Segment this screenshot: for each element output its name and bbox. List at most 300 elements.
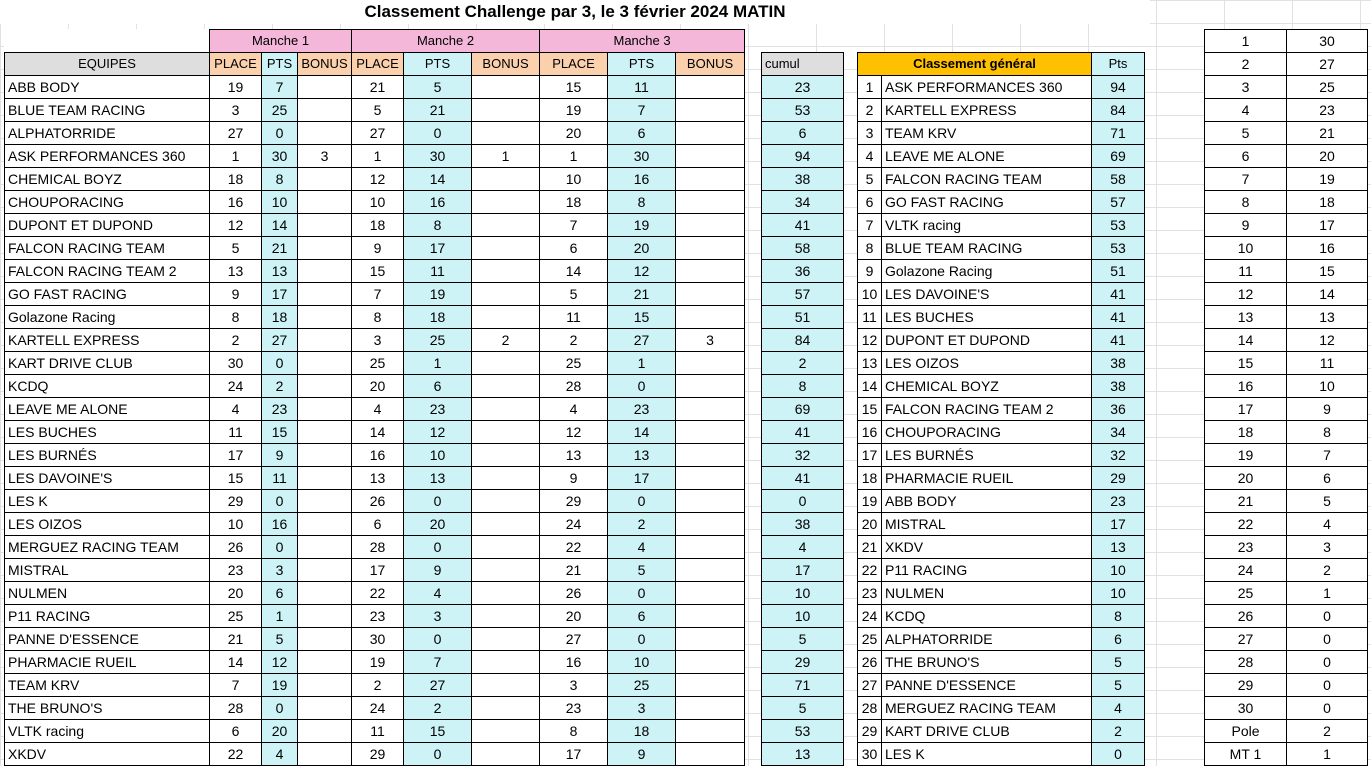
table-row	[1205, 536, 1368, 559]
table-row	[1205, 743, 1368, 766]
pts-cell: 30	[608, 145, 676, 168]
bonus-cell	[298, 467, 352, 490]
table-row	[1205, 605, 1368, 628]
team-name: LES BURNÉS	[882, 444, 1092, 467]
table-row	[762, 99, 844, 122]
rank-cell: 9	[858, 260, 882, 283]
team-name: PANNE D'ESSENCE	[882, 674, 1092, 697]
place-cell: 13	[540, 444, 608, 467]
place-cell: 9	[210, 283, 262, 306]
pts-header: PTS	[262, 53, 298, 76]
table-row	[1205, 490, 1368, 513]
team-name: LES K	[5, 490, 210, 513]
scale-place-cell: 11	[1205, 260, 1287, 283]
pts-cell: 25	[404, 329, 472, 352]
scale-pts-cell: 12	[1287, 329, 1368, 352]
team-name: LES DAVOINE'S	[882, 283, 1092, 306]
place-cell: 5	[210, 237, 262, 260]
place-cell: 4	[352, 398, 404, 421]
pts-cell: 32	[1092, 444, 1145, 467]
bonus-cell	[472, 191, 540, 214]
bonus-cell	[676, 697, 745, 720]
table-row	[1205, 329, 1368, 352]
table-row	[1205, 467, 1368, 490]
pts-cell: 10	[1092, 582, 1145, 605]
team-name: KART DRIVE CLUB	[5, 352, 210, 375]
table-row	[1205, 559, 1368, 582]
bonus-cell	[298, 605, 352, 628]
table-row	[5, 605, 745, 628]
table-row	[1205, 122, 1368, 145]
place-cell: 15	[352, 260, 404, 283]
table-row	[1205, 513, 1368, 536]
scale-place-cell: Pole	[1205, 720, 1287, 743]
cumul-cell: 17	[762, 559, 844, 582]
pts-cell: 19	[608, 214, 676, 237]
place-cell: 13	[352, 467, 404, 490]
table-row	[1205, 651, 1368, 674]
scale-pts-cell: 25	[1287, 76, 1368, 99]
place-cell: 15	[540, 76, 608, 99]
scale-pts-cell: 17	[1287, 214, 1368, 237]
cumul-cell: 34	[762, 191, 844, 214]
pts-cell: 5	[608, 559, 676, 582]
scale-pts-cell: 21	[1287, 122, 1368, 145]
place-cell: 19	[540, 99, 608, 122]
pts-cell: 0	[262, 697, 298, 720]
place-cell: 16	[540, 651, 608, 674]
cumul-cell: 29	[762, 651, 844, 674]
table-row	[1205, 260, 1368, 283]
team-name: P11 RACING	[5, 605, 210, 628]
table-row	[762, 743, 844, 766]
bonus-cell	[298, 306, 352, 329]
pts-cell: 25	[608, 674, 676, 697]
table-row	[5, 421, 745, 444]
place-cell: 17	[540, 743, 608, 766]
scale-pts-cell: 27	[1287, 53, 1368, 76]
bonus-cell: 3	[298, 145, 352, 168]
table-row	[5, 444, 745, 467]
scale-pts-cell: 0	[1287, 697, 1368, 720]
table-row	[5, 283, 745, 306]
place-cell: 20	[540, 605, 608, 628]
bonus-cell	[298, 260, 352, 283]
place-cell: 6	[540, 237, 608, 260]
table-row	[1205, 674, 1368, 697]
place-cell: 10	[210, 513, 262, 536]
cumul-cell: 94	[762, 145, 844, 168]
bonus-cell	[676, 490, 745, 513]
pts-cell: 4	[262, 743, 298, 766]
place-cell: 25	[210, 605, 262, 628]
bonus-cell	[676, 720, 745, 743]
cumul-cell: 51	[762, 306, 844, 329]
scale-place-cell: 23	[1205, 536, 1287, 559]
table-row	[762, 375, 844, 398]
table-row	[762, 651, 844, 674]
rank-cell: 4	[858, 145, 882, 168]
bonus-cell	[472, 536, 540, 559]
rank-cell: 30	[858, 743, 882, 766]
bonus-cell	[676, 651, 745, 674]
place-cell: 13	[210, 260, 262, 283]
team-name: KARTELL EXPRESS	[882, 99, 1092, 122]
table-row	[1205, 237, 1368, 260]
pts-cell: 6	[608, 122, 676, 145]
scale-place-cell: 18	[1205, 421, 1287, 444]
team-name: BLUE TEAM RACING	[882, 237, 1092, 260]
pts-cell: 9	[262, 444, 298, 467]
bonus-cell	[676, 536, 745, 559]
place-cell: 29	[540, 490, 608, 513]
team-name: CHEMICAL BOYZ	[882, 375, 1092, 398]
rank-cell: 19	[858, 490, 882, 513]
place-cell: 25	[540, 352, 608, 375]
table-row	[1205, 444, 1368, 467]
bonus-cell	[676, 306, 745, 329]
table-row	[858, 260, 1145, 283]
bonus-cell	[472, 605, 540, 628]
scale-place-cell: 2	[1205, 53, 1287, 76]
pts-cell: 0	[404, 536, 472, 559]
pts-cell: 34	[1092, 421, 1145, 444]
scale-pts-cell: 1	[1287, 582, 1368, 605]
rank-cell: 13	[858, 352, 882, 375]
team-name: PHARMACIE RUEIL	[882, 467, 1092, 490]
team-name: THE BRUNO'S	[882, 651, 1092, 674]
table-row	[5, 513, 745, 536]
pts-cell: 0	[262, 536, 298, 559]
place-cell: 21	[540, 559, 608, 582]
scale-place-cell: 16	[1205, 375, 1287, 398]
table-row	[858, 191, 1145, 214]
bonus-cell	[676, 122, 745, 145]
page-title: Classement Challenge par 3, le 3 février 2024 MATIN	[0, 0, 1150, 24]
scale-place-cell: 13	[1205, 306, 1287, 329]
rank-cell: 24	[858, 605, 882, 628]
pts-cell: 71	[1092, 122, 1145, 145]
team-name: MERGUEZ RACING TEAM	[882, 697, 1092, 720]
place-cell: 10	[352, 191, 404, 214]
table-row	[1205, 720, 1368, 743]
table-row	[5, 168, 745, 191]
table-row	[1205, 30, 1368, 53]
place-cell: 2	[352, 674, 404, 697]
place-cell: 18	[540, 191, 608, 214]
pts-cell: 14	[404, 168, 472, 191]
pts-cell: 6	[1092, 628, 1145, 651]
table-row	[858, 697, 1145, 720]
table-row	[858, 421, 1145, 444]
table-row	[858, 605, 1145, 628]
pts-cell: 7	[262, 76, 298, 99]
cumul-cell: 5	[762, 697, 844, 720]
table-row	[1205, 375, 1368, 398]
pts-cell: 11	[608, 76, 676, 99]
cumul-cell: 6	[762, 122, 844, 145]
pts-cell: 7	[404, 651, 472, 674]
cumul-cell: 32	[762, 444, 844, 467]
pts-cell: 5	[1092, 674, 1145, 697]
pts-cell: 17	[404, 237, 472, 260]
table-row	[762, 145, 844, 168]
pts-cell: 18	[404, 306, 472, 329]
team-name: KARTELL EXPRESS	[5, 329, 210, 352]
bonus-cell	[472, 214, 540, 237]
pts-cell: 6	[608, 605, 676, 628]
bonus-cell	[472, 99, 540, 122]
bonus-header: BONUS	[298, 53, 352, 76]
pts-cell: 5	[1092, 651, 1145, 674]
team-name: LES OIZOS	[882, 352, 1092, 375]
table-row	[858, 375, 1145, 398]
pts-cell: 13	[404, 467, 472, 490]
scale-pts-cell: 1	[1287, 743, 1368, 766]
pts-cell: 16	[608, 168, 676, 191]
bonus-cell	[676, 467, 745, 490]
bonus-cell	[472, 582, 540, 605]
place-cell: 26	[540, 582, 608, 605]
bonus-cell	[298, 743, 352, 766]
pts-cell: 2	[404, 697, 472, 720]
place-cell: 23	[352, 605, 404, 628]
table-row	[858, 122, 1145, 145]
bonus-cell	[676, 375, 745, 398]
scale-place-cell: 1	[1205, 30, 1287, 53]
scale-place-cell: 25	[1205, 582, 1287, 605]
pts-cell: 8	[608, 191, 676, 214]
scale-pts-cell: 23	[1287, 99, 1368, 122]
table-row	[1205, 145, 1368, 168]
pts-cell: 18	[262, 306, 298, 329]
table-row	[858, 352, 1145, 375]
bonus-cell	[298, 398, 352, 421]
place-cell: 27	[352, 122, 404, 145]
scale-place-cell: 26	[1205, 605, 1287, 628]
bonus-cell	[298, 536, 352, 559]
place-cell: 11	[540, 306, 608, 329]
pts-cell: 10	[404, 444, 472, 467]
pts-cell: 15	[404, 720, 472, 743]
scale-place-cell: 27	[1205, 628, 1287, 651]
pts-cell: 0	[404, 490, 472, 513]
table-row	[762, 697, 844, 720]
scale-place-cell: 17	[1205, 398, 1287, 421]
rank-cell: 16	[858, 421, 882, 444]
rank-cell: 1	[858, 76, 882, 99]
place-cell: 18	[210, 168, 262, 191]
place-cell: 9	[352, 237, 404, 260]
table-row	[762, 513, 844, 536]
place-cell: 14	[352, 421, 404, 444]
table-row	[1205, 398, 1368, 421]
table-row	[858, 214, 1145, 237]
place-cell: 8	[540, 720, 608, 743]
pts-cell: 4	[1092, 697, 1145, 720]
place-header: PLACE	[210, 53, 262, 76]
pts-cell: 20	[404, 513, 472, 536]
scale-pts-cell: 4	[1287, 513, 1368, 536]
bonus-cell	[298, 352, 352, 375]
scale-place-cell: 29	[1205, 674, 1287, 697]
team-name: FALCON RACING TEAM	[5, 237, 210, 260]
table-row	[858, 559, 1145, 582]
rank-cell: 8	[858, 237, 882, 260]
pts-header: PTS	[608, 53, 676, 76]
pts-cell: 11	[404, 260, 472, 283]
scale-place-cell: 4	[1205, 99, 1287, 122]
bonus-cell	[472, 697, 540, 720]
team-name: VLTK racing	[5, 720, 210, 743]
team-name: ALPHATORRIDE	[882, 628, 1092, 651]
pts-cell: 38	[1092, 375, 1145, 398]
pts-cell: 1	[262, 605, 298, 628]
table-row	[5, 260, 745, 283]
rank-cell: 10	[858, 283, 882, 306]
table-row	[762, 559, 844, 582]
table-row	[1205, 352, 1368, 375]
pts-cell: 8	[262, 168, 298, 191]
scale-place-cell: 24	[1205, 559, 1287, 582]
cumul-cell: 84	[762, 329, 844, 352]
table-row	[762, 628, 844, 651]
pts-cell: 12	[608, 260, 676, 283]
pts-cell: 15	[262, 421, 298, 444]
team-name: FALCON RACING TEAM 2	[882, 398, 1092, 421]
place-cell: 1	[540, 145, 608, 168]
pts-cell: 0	[608, 375, 676, 398]
pts-cell: 13	[1092, 536, 1145, 559]
team-name: ABB BODY	[882, 490, 1092, 513]
rank-cell: 28	[858, 697, 882, 720]
table-row	[762, 582, 844, 605]
place-cell: 24	[352, 697, 404, 720]
points-scale-table	[1204, 29, 1368, 766]
place-cell: 28	[540, 375, 608, 398]
table-row	[5, 145, 745, 168]
table-row	[5, 352, 745, 375]
pts-cell: 27	[608, 329, 676, 352]
team-name: BLUE TEAM RACING	[5, 99, 210, 122]
bonus-cell	[472, 237, 540, 260]
table-row	[5, 375, 745, 398]
team-name: THE BRUNO'S	[5, 697, 210, 720]
bonus-cell	[298, 421, 352, 444]
scale-pts-cell: 10	[1287, 375, 1368, 398]
pts-cell: 2	[1092, 720, 1145, 743]
bonus-cell	[298, 628, 352, 651]
place-cell: 19	[352, 651, 404, 674]
place-cell: 12	[540, 421, 608, 444]
pts-cell: 12	[404, 421, 472, 444]
cumul-cell: 57	[762, 283, 844, 306]
table-row	[5, 306, 745, 329]
table-row	[5, 398, 745, 421]
table-row	[858, 490, 1145, 513]
bonus-cell	[472, 490, 540, 513]
pts-cell: 20	[608, 237, 676, 260]
team-name: ALPHATORRIDE	[5, 122, 210, 145]
place-cell: 7	[210, 674, 262, 697]
team-name: ASK PERFORMANCES 360	[5, 145, 210, 168]
pts-cell: 16	[262, 513, 298, 536]
place-cell: 19	[210, 76, 262, 99]
cumul-cell: 5	[762, 628, 844, 651]
scale-place-cell: 19	[1205, 444, 1287, 467]
table-row	[5, 191, 745, 214]
pts-cell: 30	[404, 145, 472, 168]
pts-cell: 0	[608, 582, 676, 605]
cumul-table	[761, 52, 844, 766]
bonus-cell	[676, 421, 745, 444]
pts-cell: 25	[262, 99, 298, 122]
rank-cell: 2	[858, 99, 882, 122]
bonus-cell	[298, 490, 352, 513]
team-name: LES BUCHES	[882, 306, 1092, 329]
place-header: PLACE	[540, 53, 608, 76]
table-row	[762, 421, 844, 444]
bonus-cell	[676, 628, 745, 651]
place-cell: 17	[352, 559, 404, 582]
pts-cell: 0	[262, 490, 298, 513]
place-cell: 2	[210, 329, 262, 352]
bonus-cell	[472, 444, 540, 467]
team-name: FALCON RACING TEAM	[882, 168, 1092, 191]
bonus-cell	[298, 237, 352, 260]
pts-cell: 16	[404, 191, 472, 214]
bonus-cell	[472, 651, 540, 674]
bonus-cell	[676, 743, 745, 766]
table-row	[1205, 76, 1368, 99]
table-row	[858, 513, 1145, 536]
pts-cell: 69	[1092, 145, 1145, 168]
pts-cell: 6	[262, 582, 298, 605]
bonus-cell	[298, 375, 352, 398]
pts-cell: 5	[262, 628, 298, 651]
place-cell: 20	[352, 375, 404, 398]
rank-cell: 20	[858, 513, 882, 536]
bonus-cell	[472, 375, 540, 398]
team-name: NULMEN	[882, 582, 1092, 605]
team-name: NULMEN	[5, 582, 210, 605]
pts-cell: 27	[404, 674, 472, 697]
scale-place-cell: 9	[1205, 214, 1287, 237]
manche-3-header: Manche 3	[540, 30, 745, 53]
bonus-cell	[472, 260, 540, 283]
pts-cell: 13	[262, 260, 298, 283]
table-row	[5, 467, 745, 490]
pts-cell: 30	[262, 145, 298, 168]
table-row	[762, 329, 844, 352]
table-row	[5, 99, 745, 122]
table-row	[762, 536, 844, 559]
pts-cell: 14	[608, 421, 676, 444]
team-name: Golazone Racing	[882, 260, 1092, 283]
team-name: Golazone Racing	[5, 306, 210, 329]
team-name: KCDQ	[882, 605, 1092, 628]
table-row	[858, 720, 1145, 743]
table-row	[762, 720, 844, 743]
pts-cell: 10	[608, 651, 676, 674]
bonus-cell	[472, 398, 540, 421]
rank-cell: 21	[858, 536, 882, 559]
team-name: VLTK racing	[882, 214, 1092, 237]
cumul-cell: 13	[762, 743, 844, 766]
pts-cell: 41	[1092, 306, 1145, 329]
pts-cell: 12	[262, 651, 298, 674]
bonus-cell	[472, 76, 540, 99]
